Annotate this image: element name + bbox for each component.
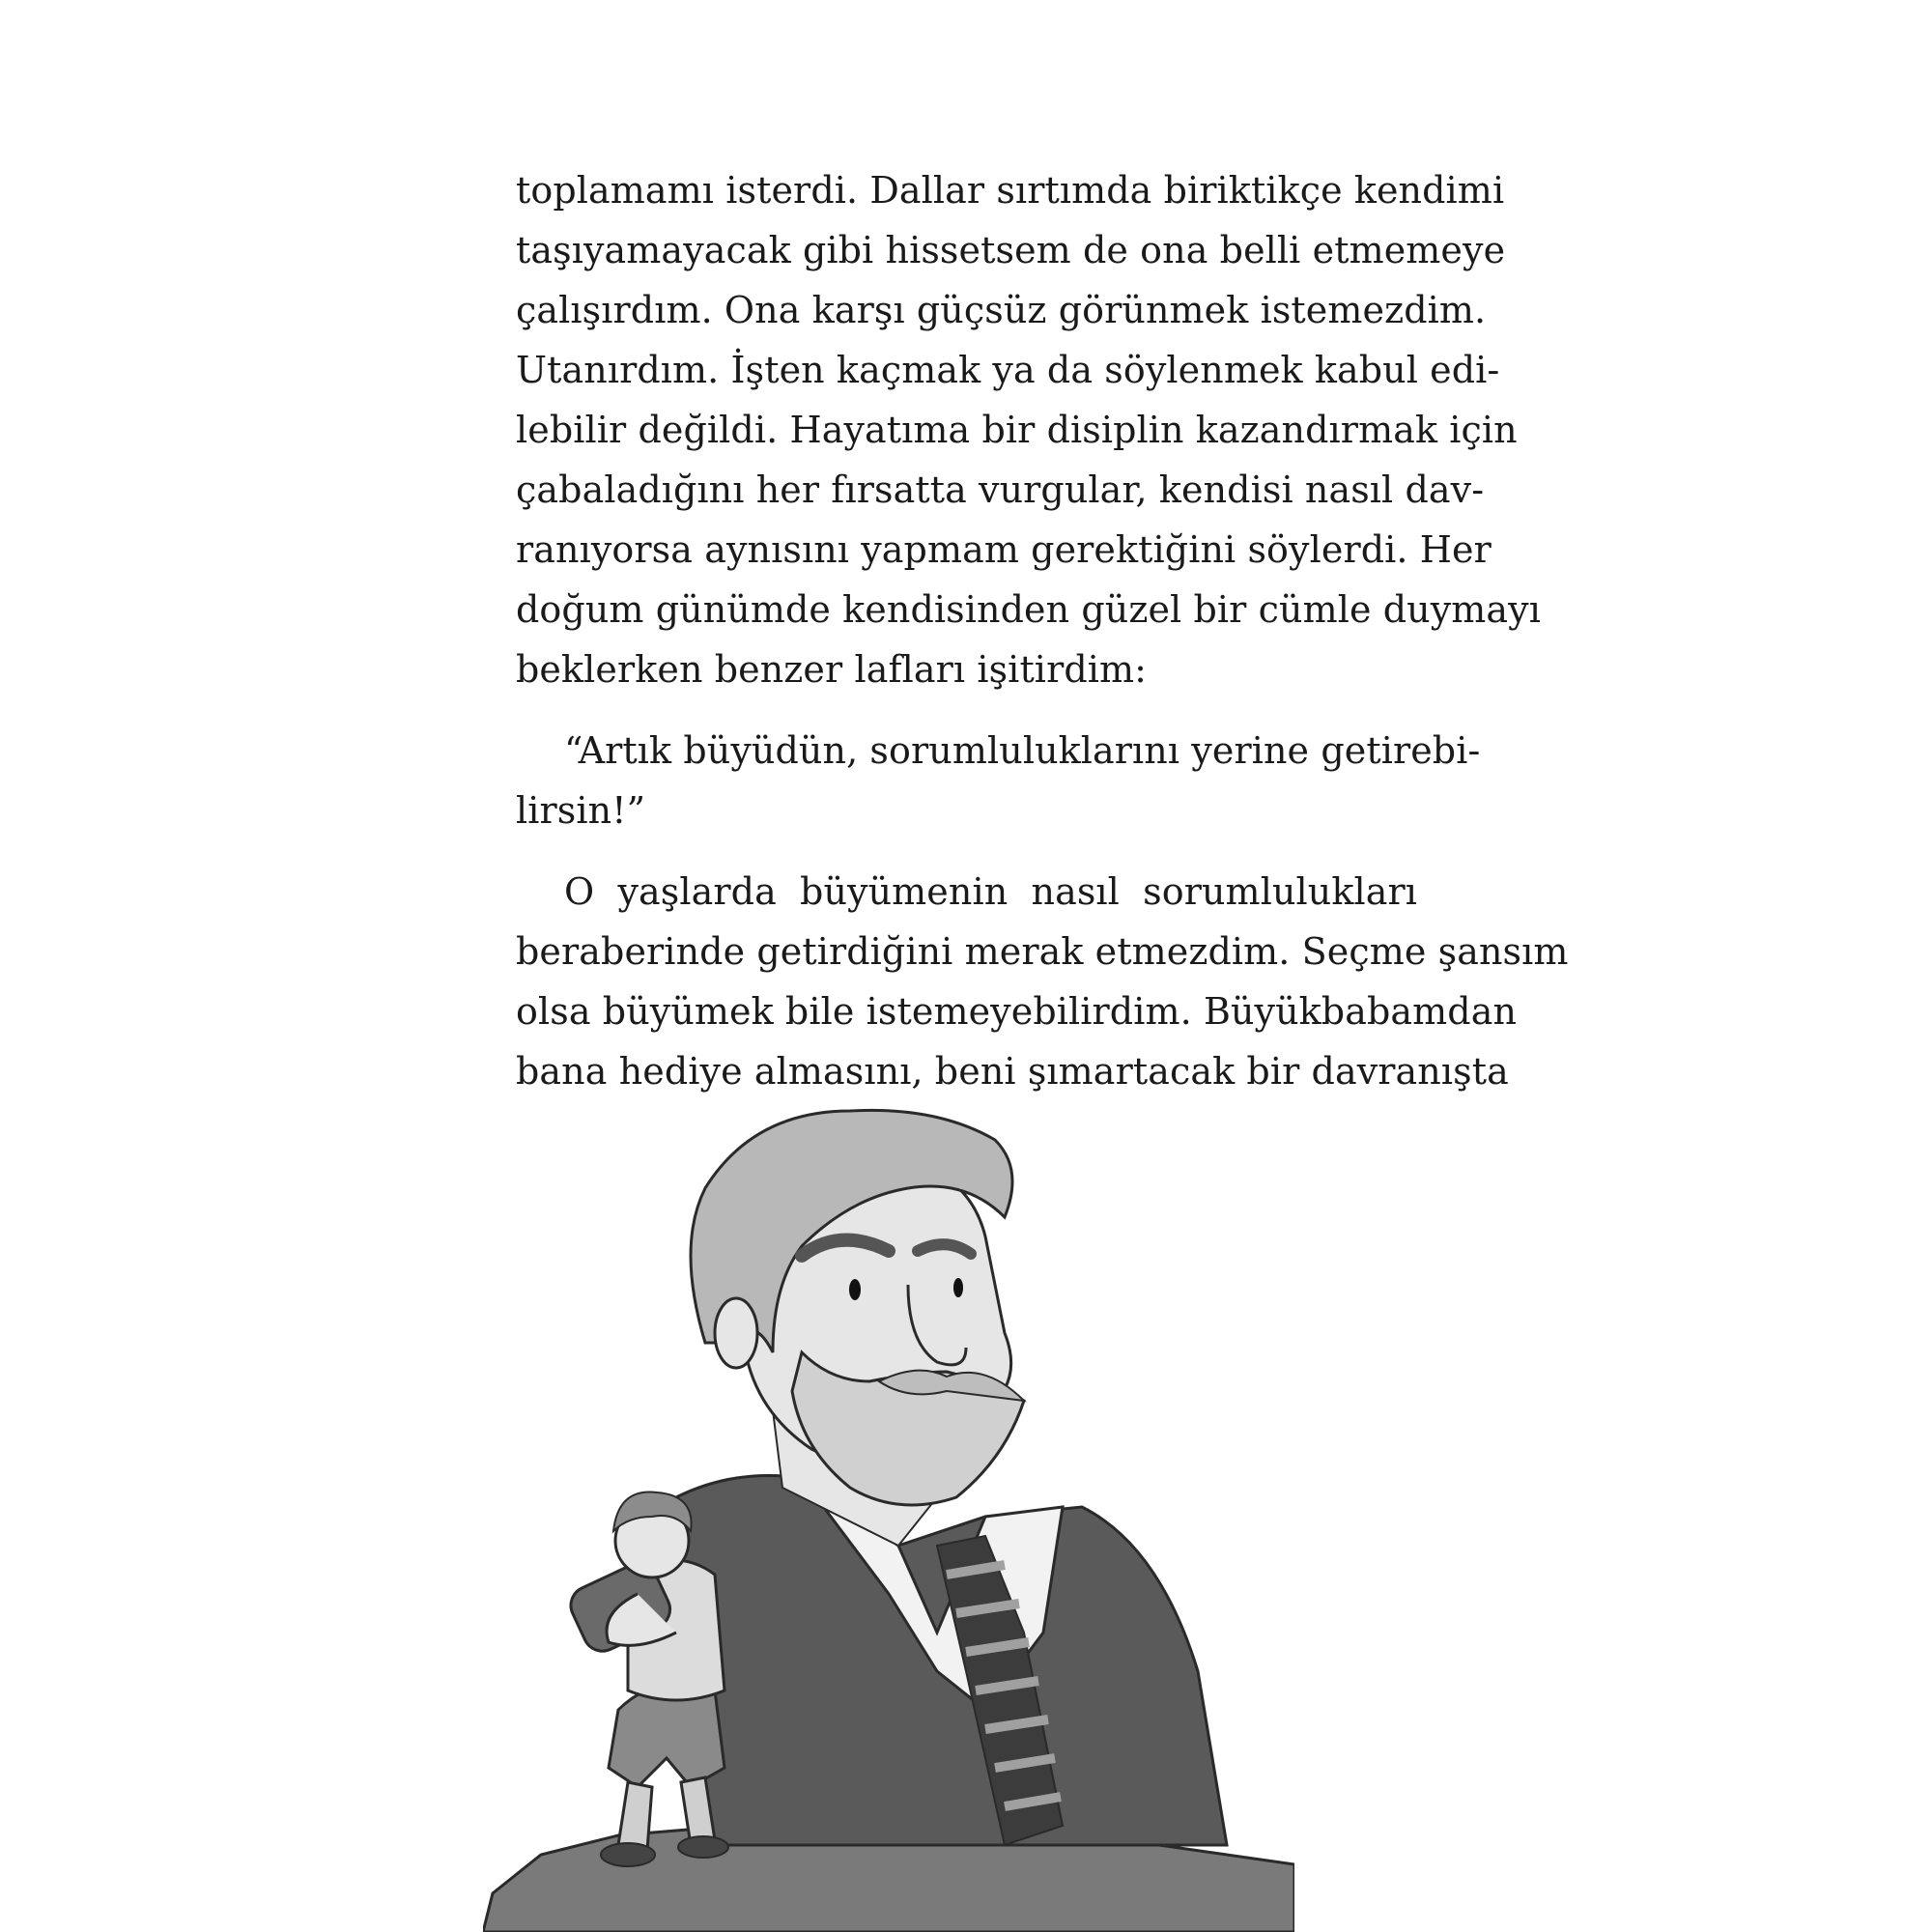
text-line: “Artık büyüdün, sorumluluklarını yerine getirebi- — [564, 729, 1481, 772]
text-line: Utanırdım. İşten kaçmak ya da söylenmek kabul edi- — [516, 349, 1500, 391]
text-line: doğum günümde kendisinden güzel bir cümle duymayı — [516, 588, 1541, 631]
text-line: lebilir değildi. Hayatıma bir disiplin kazandırmak için — [516, 409, 1518, 451]
illustration — [483, 1092, 1294, 1932]
child-shoe — [601, 1843, 655, 1866]
grandfather-eye — [849, 1279, 861, 1300]
paragraph-2 — [516, 721, 1481, 840]
grandfather-ear — [715, 1298, 757, 1368]
text-line: ranıyorsa aynısını yapmam gerektiğini söylerdi. Her — [516, 528, 1492, 571]
body-text — [516, 160, 1569, 1101]
text-line: beklerken benzer lafları işitirdim: — [516, 648, 1148, 691]
child-shoe — [678, 1836, 728, 1858]
text-line: olsa büyümek bile istemeyebilirdim. Büyükbabamdan — [516, 990, 1518, 1033]
paragraph-1 — [516, 160, 1541, 699]
text-line: çabaladığını her fırsatta vurgular, kendisi nasıl dav- — [516, 469, 1485, 511]
paragraph-3 — [516, 862, 1569, 1101]
text-line: taşıyamayacak gibi hissetsem de ona belli etmemeye — [516, 229, 1506, 271]
text-line: lirsin!” — [516, 789, 646, 832]
text-line: çalışırdım. Ona karşı güçsüz görünmek istemezdim. — [516, 289, 1487, 331]
grandfather-eye — [953, 1278, 963, 1297]
text-line: bana hediye almasını, beni şımartacak bir davranışta — [516, 1050, 1509, 1093]
text-line: beraberinde getirdiğini merak etmezdim. Seçme şansım — [516, 930, 1569, 973]
text-line: toplamamı isterdi. Dallar sırtımda biriktikçe kendimi — [516, 169, 1505, 212]
text-line: O yaşlarda büyümenin nasıl sorumlulukları — [564, 870, 1417, 913]
